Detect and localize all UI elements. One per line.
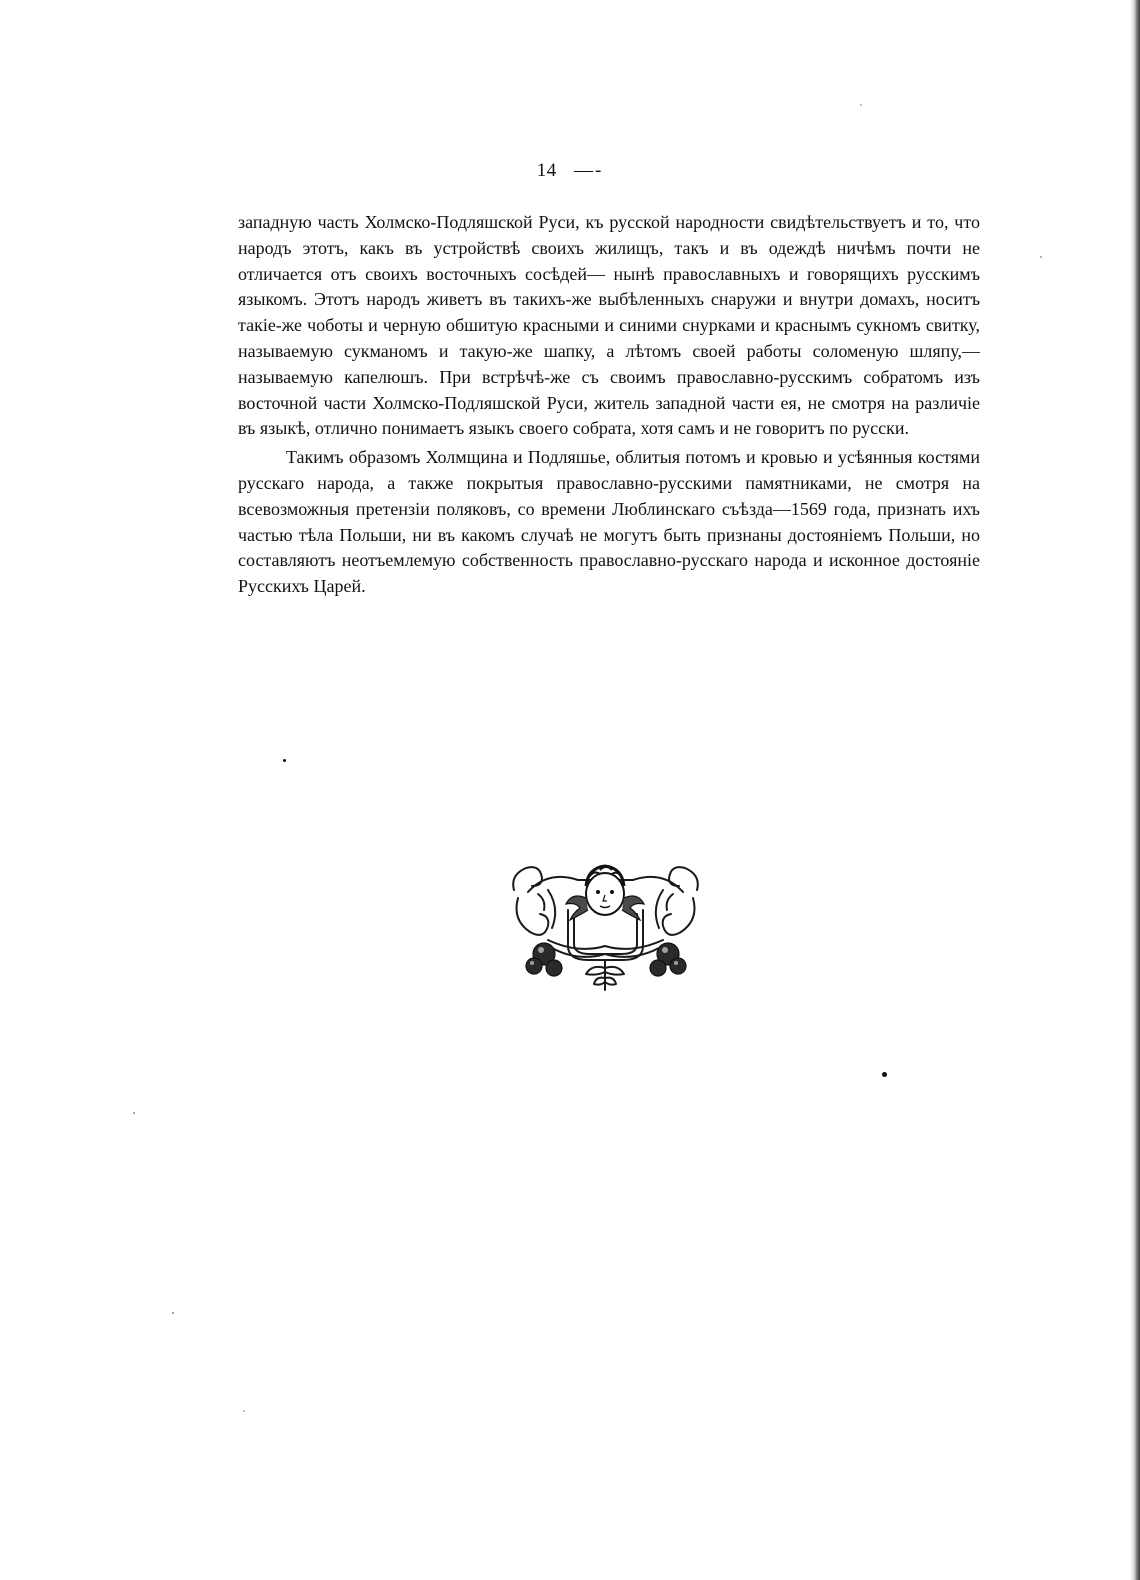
cherub-vignette-icon [508,850,703,995]
paragraph-1: западную часть Холмско-Подляшской Руси, къ русской народности свидѣтельствуетъ и то, что народъ этотъ, какъ въ устройствѣ своихъ жилищъ, такъ и въ одеждѣ ничѣмъ почти не отличается отъ своихъ восточныхъ сосѣдей— нынѣ православныхъ и говорящихъ русскимъ языкомъ. Этотъ народъ живетъ въ такихъ-же выбѣленныхъ снаружи и внутри домахъ, носитъ такіе-же чоботы и черную обшитую красными и синими снурками и краснымъ сукномъ свитку, называемую сукманомъ и такую-же шапку, а лѣтомъ своей работы соломеную шляпу,—называемую капелюшъ. При встрѣчѣ-же съ своимъ православно-русскимъ собратомъ изъ восточной части Холмско-Подляшской Руси, житель западной части ея, не смотря на различіе въ языкѣ, отлично понимаетъ языкъ своего собрата, хотя самъ и не говоритъ по русски. [238,212,980,439]
scan-speck [243,1410,245,1412]
scan-speck [283,759,286,762]
page-number: 14 [536,160,557,181]
paragraph-2: Такимъ образомъ Холмщина и Подляшье, облитыя потомъ и кровью и усѣянныя костями русскаго народа, а также покрытыя православно-русскими памятниками, не смотря на всевозможныя претензіи поляковъ, со времени Люблинскаго съѣзда—1569 года, признать ихъ частью тѣла Польши, ни въ какомъ случаѣ не могутъ быть признаны достояніемъ Польши, но составляютъ неотъемлемую собственность православно-русскаго народа и исконное достояніе Русскихъ Царей. [238,447,980,597]
scan-speck [860,104,862,106]
scan-speck [133,1112,135,1114]
binding-edge [1130,0,1140,1580]
header-dash: —- [573,160,604,181]
body-text [238,210,980,600]
scan-speck [1040,256,1042,258]
scan-speck [172,1312,174,1314]
page-header [0,160,1140,182]
scan-speck [882,1072,887,1077]
